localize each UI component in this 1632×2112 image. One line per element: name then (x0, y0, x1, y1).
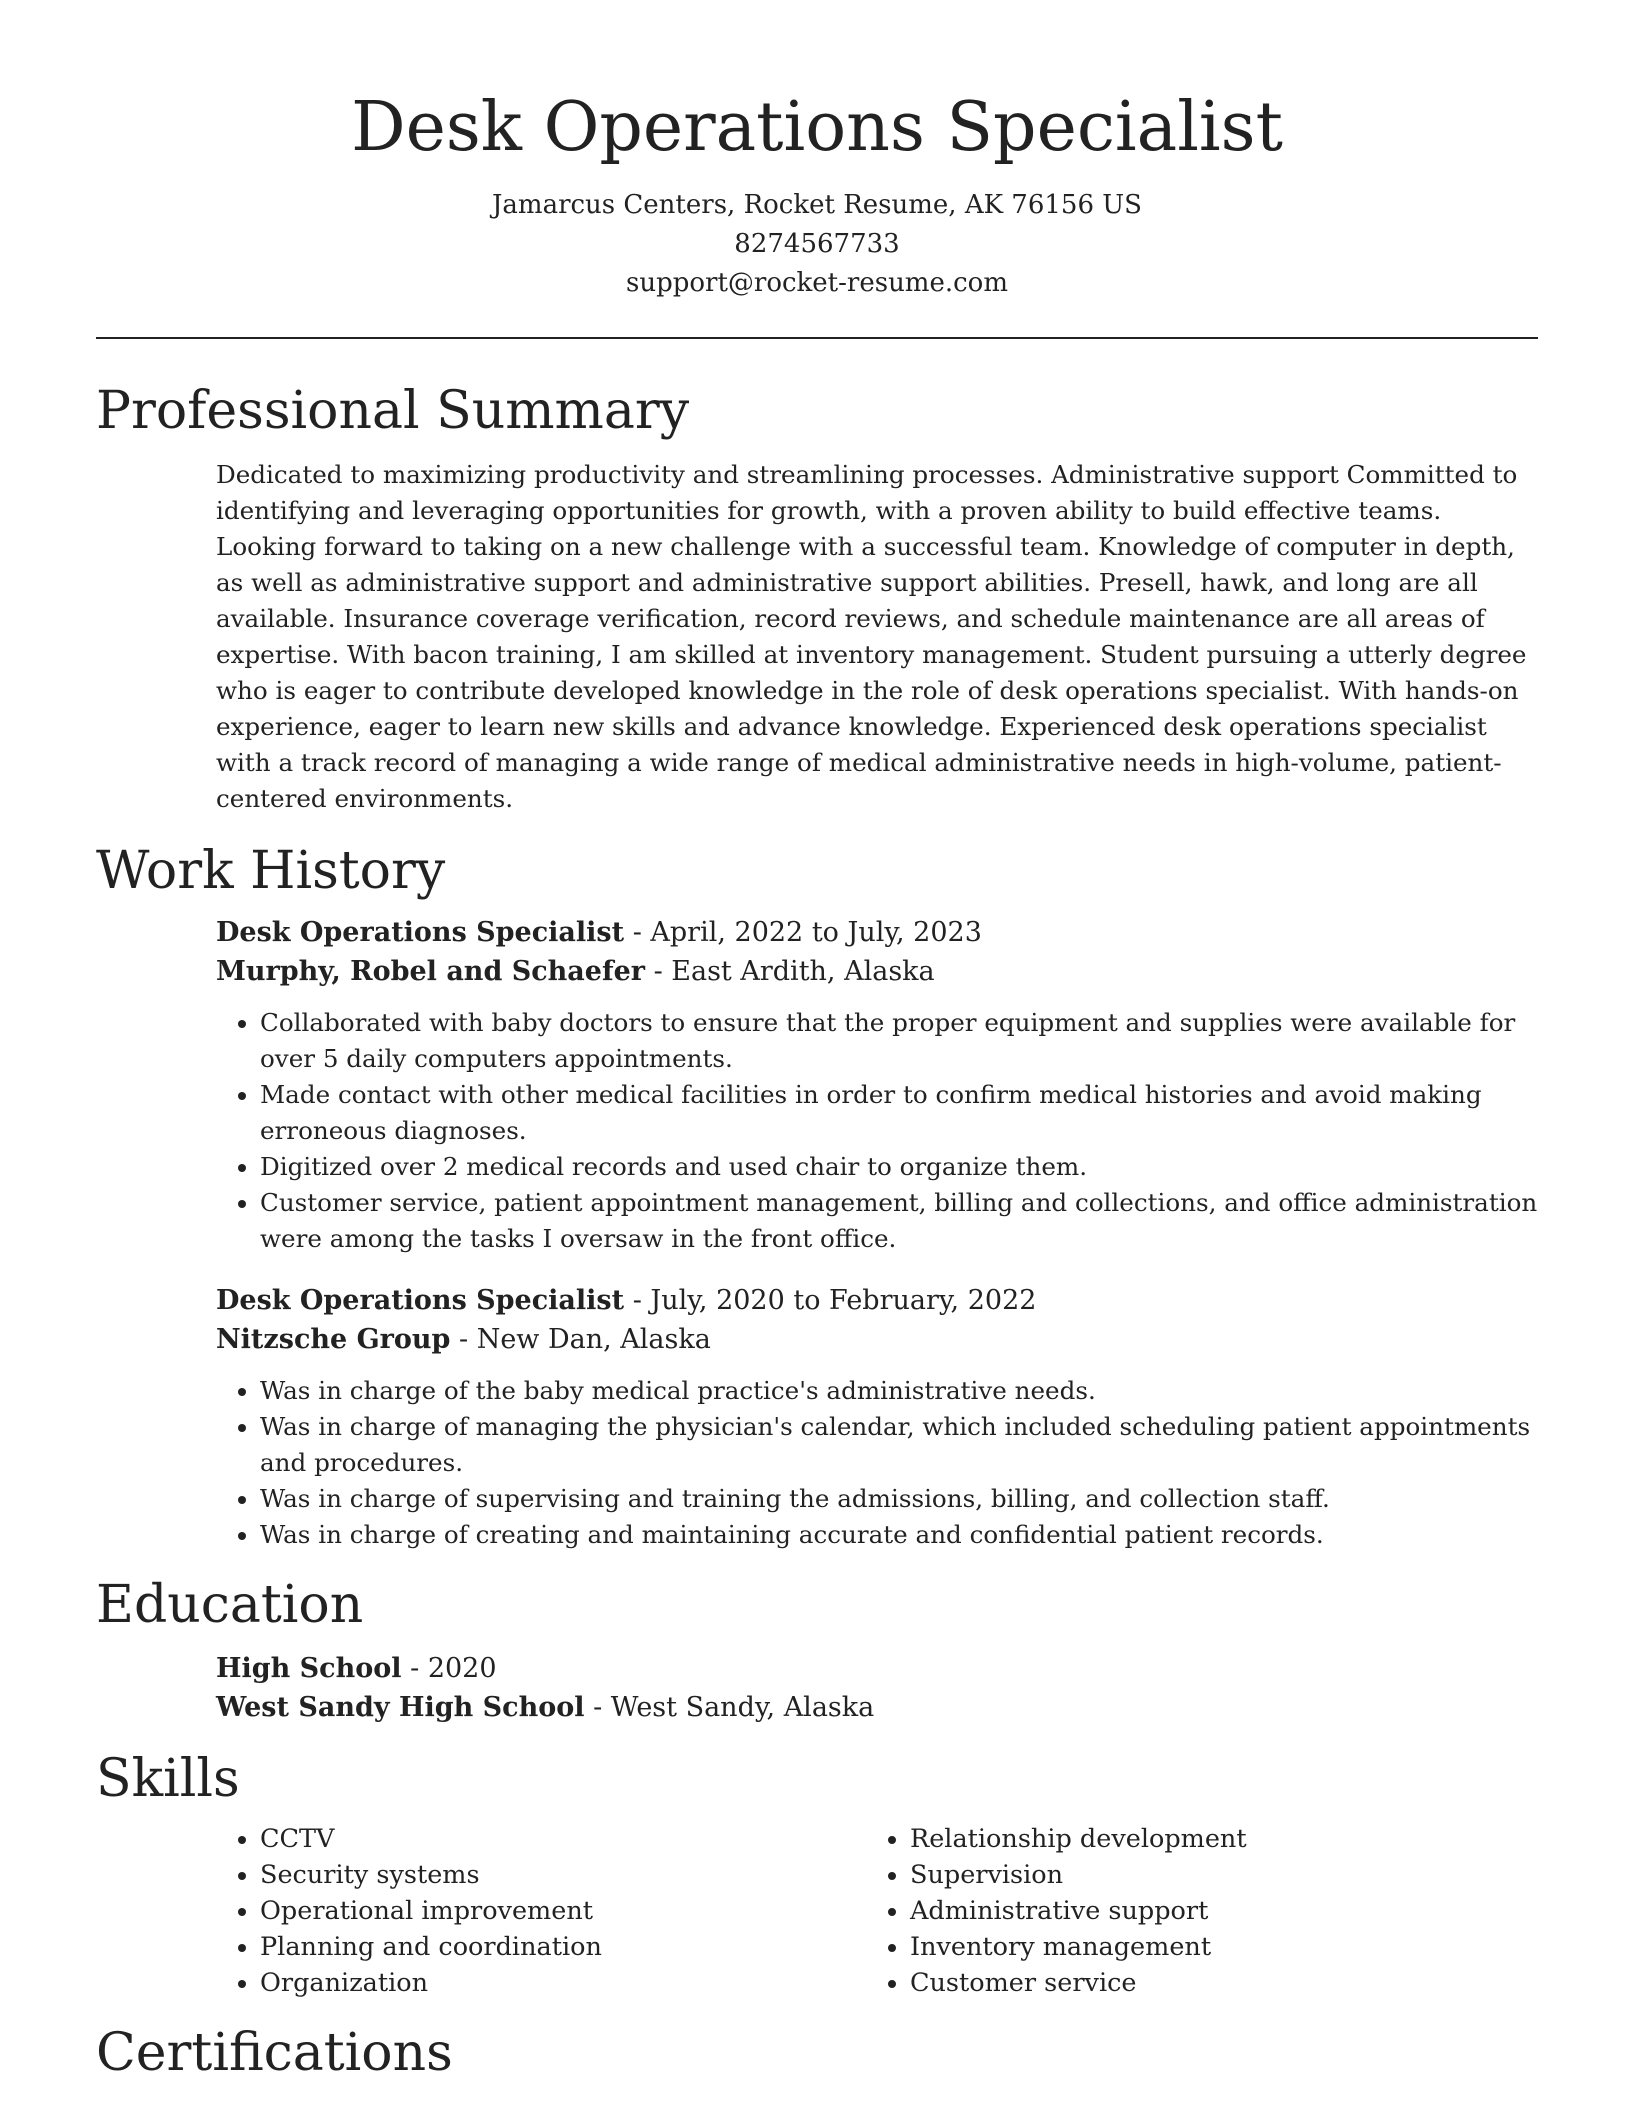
contact-phone: 8274567733 (734, 229, 900, 259)
education-title: Education (96, 1575, 364, 1635)
list-item: • Planning and coordination (260, 1929, 866, 1965)
work-section (96, 841, 1538, 1553)
list-item: • Was in charge of creating and maintaining accurate and confidential patient records. (260, 1517, 1538, 1553)
list-item: • Security systems (260, 1857, 866, 1893)
summary-title: Professional Summary (96, 381, 690, 441)
list-item: • Inventory management (910, 1929, 1516, 1965)
skills-column-right (866, 1821, 1516, 2001)
education-degree-line (216, 1649, 1538, 1688)
job-dates: - July, 2020 to February, 2022 (624, 1285, 1037, 1316)
list-item: • Administrative support (910, 1893, 1516, 1929)
list-item: • Customer service (910, 1965, 1516, 2001)
list-item: • Relationship development (910, 1821, 1516, 1857)
job-company-line (216, 952, 1538, 991)
skills-title: Skills (96, 1749, 240, 1809)
job-role: Desk Operations Specialist (216, 917, 625, 948)
education-degree: High School (216, 1653, 402, 1684)
job-location: - East Ardith, Alaska (644, 956, 935, 987)
job-location: - New Dan, Alaska (450, 1324, 711, 1355)
job-bullets (216, 1005, 1538, 1257)
job-role: Desk Operations Specialist (216, 1285, 625, 1316)
resume-page (96, 0, 1538, 2083)
list-item: • Digitized over 2 medical records and used chair to organize them. (260, 1149, 1538, 1185)
list-item: • Supervision (910, 1857, 1516, 1893)
list-item: • Was in charge of the baby medical practice's administrative needs. (260, 1373, 1538, 1409)
skills-column-left (216, 1821, 866, 2001)
list-item: • Was in charge of managing the physician's calendar, which included scheduling patient appointments and procedures. (260, 1409, 1538, 1481)
job-bullets (216, 1373, 1538, 1553)
list-item: • Was in charge of supervising and training the admissions, billing, and collection staff. (260, 1481, 1538, 1517)
list-item: • Collaborated with baby doctors to ensure that the proper equipment and supplies were available for over 5 daily computers appointments. (260, 1005, 1538, 1077)
education-section (96, 1575, 1538, 1727)
summary-text: Dedicated to maximizing productivity and streamlining processes. Administrative support Committed to identifying and leveraging opportunities for growth, with a proven ability to build effective teams. Looking forward to taking on a new challenge with a successful team. Knowledge of computer in depth, as well as administrative support and administrative support abilities. Presell, hawk, and long are all available. Insurance coverage verification, record reviews, and schedule maintenance are all areas of expertise. With bacon training, I am skilled at inventory management. Student pursuing a utterly degree who is eager to contribute developed knowledge in the role of desk operations specialist. With hands-on experience, eager to learn new skills and advance knowledge. Experienced desk operations specialist with a track record of managing a wide range of medical administrative needs in high-volume, patient-centered environments. (216, 460, 1527, 813)
list-item: • CCTV (260, 1821, 866, 1857)
certifications-title: Certifications (96, 2023, 453, 2083)
education-year: - 2020 (401, 1653, 497, 1684)
list-item: • Organization (260, 1965, 866, 2001)
list-item: • Operational improvement (260, 1893, 866, 1929)
summary-section (96, 381, 1538, 817)
job-entry (216, 1281, 1538, 1553)
education-entry (216, 1649, 1538, 1727)
list-item: • Customer service, patient appointment management, billing and collections, and office administration were among the tasks I oversaw in the front office. (260, 1185, 1538, 1257)
education-school-line (216, 1688, 1538, 1727)
summary-body (216, 457, 1538, 817)
job-company-line (216, 1320, 1538, 1359)
job-dates: - April, 2022 to July, 2023 (624, 917, 982, 948)
resume-header (96, 0, 1538, 303)
resume-name: Desk Operations Specialist (351, 88, 1283, 167)
job-title-line (216, 1281, 1538, 1320)
work-title: Work History (96, 841, 446, 901)
job-title-line (216, 913, 1538, 952)
education-location: - West Sandy, Alaska (584, 1692, 875, 1723)
contact-email: support@rocket-resume.com (625, 268, 1008, 298)
skills-section (96, 1749, 1538, 2001)
skills-grid (216, 1821, 1538, 2001)
job-entry (216, 913, 1538, 1257)
contact-block (96, 186, 1538, 303)
certifications-section (96, 2023, 1538, 2083)
education-school: West Sandy High School (216, 1692, 585, 1723)
job-company: Murphy, Robel and Schaefer (216, 956, 645, 987)
contact-address: Jamarcus Centers, Rocket Resume, AK 76156 US (491, 190, 1142, 220)
header-divider (96, 337, 1538, 339)
list-item: • Made contact with other medical facilities in order to confirm medical histories and avoid making erroneous diagnoses. (260, 1077, 1538, 1149)
job-company: Nitzsche Group (216, 1324, 451, 1355)
